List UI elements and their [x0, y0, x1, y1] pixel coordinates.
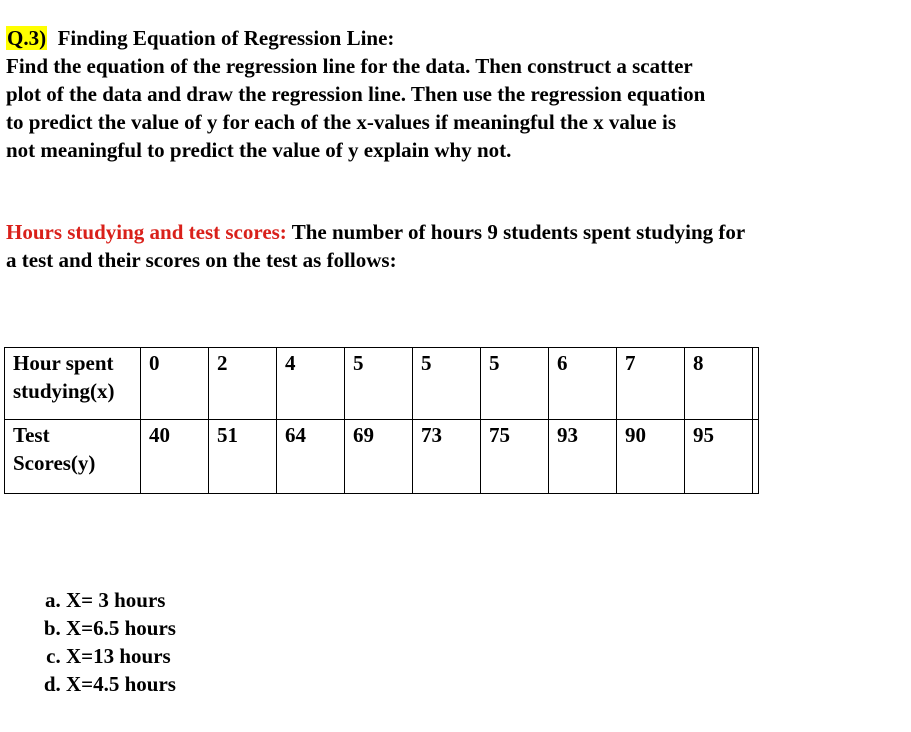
list-item: d. X=4.5 hours	[66, 670, 176, 698]
list-item: c. X=13 hours	[66, 642, 176, 670]
x-value-cell: 5	[413, 348, 481, 420]
y-value-cell: 64	[277, 420, 345, 494]
instruction-line: Find the equation of the regression line for the data. Then construct a scatter	[6, 54, 693, 78]
instruction-line: plot of the data and draw the regression line. Then use the regression equation	[6, 82, 706, 106]
x-value-cell: 2	[209, 348, 277, 420]
y-value-cell: 51	[209, 420, 277, 494]
y-value-cell: 90	[617, 420, 685, 494]
instruction-line: not meaningful to predict the value of y explain why not.	[6, 138, 512, 162]
list-item: a. X= 3 hours	[66, 586, 176, 614]
y-value-cell: 40	[141, 420, 209, 494]
x-value-cell: 7	[617, 348, 685, 420]
x-value-cell: 5	[345, 348, 413, 420]
list-item: b. X=6.5 hours	[66, 614, 176, 642]
y-value-cell: 95	[685, 420, 753, 494]
prediction-list	[0, 586, 176, 698]
y-row-header: Test Scores(y)	[5, 420, 141, 494]
x-value-cell: 5	[481, 348, 549, 420]
instructions	[6, 52, 906, 164]
x-value-cell: 4	[277, 348, 345, 420]
x-value-cell: 8	[685, 348, 753, 420]
question-number: Q.3)	[7, 26, 47, 50]
x-value-cell: 6	[549, 348, 617, 420]
y-value-cell: 75	[481, 420, 549, 494]
y-value-cell: 69	[345, 420, 413, 494]
problem-context	[6, 218, 746, 274]
empty-cell	[753, 348, 759, 420]
y-value-cell: 73	[413, 420, 481, 494]
context-topic: Hours studying and test scores:	[6, 220, 287, 244]
context-description: The number of hours 9 students spent studying for a test and their scores on the test as follows:	[6, 220, 745, 272]
x-value-cell: 0	[141, 348, 209, 420]
y-value-cell: 93	[549, 420, 617, 494]
instruction-line: to predict the value of y for each of the x-values if meaningful the x value is	[6, 110, 677, 134]
x-values-row	[5, 348, 759, 420]
y-values-row	[5, 420, 759, 494]
data-table	[4, 347, 759, 494]
x-row-header: Hour spent studying(x)	[5, 348, 141, 420]
question-heading	[6, 24, 886, 52]
question-title: Finding Equation of Regression Line:	[57, 26, 395, 50]
empty-cell	[753, 420, 759, 494]
